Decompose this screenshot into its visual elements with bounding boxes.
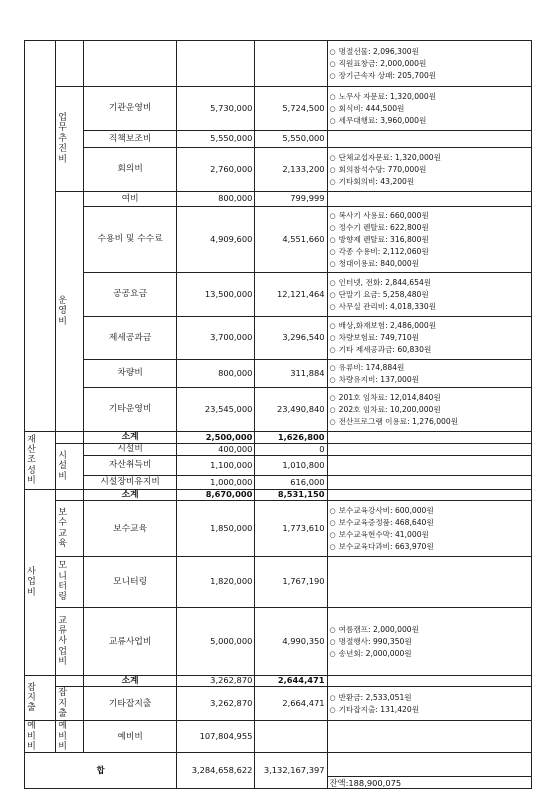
detail-list bbox=[330, 91, 529, 127]
item-name: 자산취득비 bbox=[84, 456, 177, 476]
budget-amount: 1,820,000 bbox=[177, 557, 255, 608]
detail-cell bbox=[327, 456, 531, 476]
actual-amount: 0 bbox=[255, 444, 327, 456]
detail-item: ○ 단체교섭자문료: 1,320,000원 bbox=[330, 152, 529, 164]
item-name bbox=[84, 41, 177, 87]
detail-item: ○ 인터넷, 전화: 2,844,654원 bbox=[330, 277, 529, 289]
item-name: 직책보조비 bbox=[84, 131, 177, 148]
section-label-business: 사업비 bbox=[25, 490, 56, 676]
item-name: 교류사업비 bbox=[84, 608, 177, 676]
budget-amount: 13,500,000 bbox=[177, 273, 255, 317]
table-row bbox=[25, 360, 532, 388]
balance-cell bbox=[327, 753, 531, 789]
detail-item: ○ 명절선물: 2,096,300원 bbox=[330, 46, 529, 58]
budget-amount: 800,000 bbox=[177, 360, 255, 388]
actual-amount: 1,767,190 bbox=[255, 557, 327, 608]
detail-cell bbox=[327, 490, 531, 501]
actual-amount: 4,551,660 bbox=[255, 207, 327, 273]
actual-amount: 1,010,800 bbox=[255, 456, 327, 476]
detail-item: ○ 보수교육현수막: 41,000원 bbox=[330, 529, 529, 541]
actual-amount bbox=[255, 721, 327, 753]
detail-item: ○ 전산프로그램 이용료: 1,276,000원 bbox=[330, 416, 529, 428]
detail-item: ○ 201호 임차료: 12,014,840원 bbox=[330, 392, 529, 404]
section-label-reserve: 예비비 bbox=[25, 721, 56, 753]
item-name: 기관운영비 bbox=[84, 87, 177, 131]
detail-item: ○ 반환금: 2,533,051원 bbox=[330, 692, 529, 704]
detail-item: ○ 차량보험료: 749,710원 bbox=[330, 332, 529, 344]
actual-amount: 311,884 bbox=[255, 360, 327, 388]
detail-cell bbox=[327, 273, 531, 317]
actual-amount: 1,773,610 bbox=[255, 501, 327, 557]
table-row bbox=[25, 501, 532, 557]
detail-cell bbox=[327, 317, 531, 360]
blank-cell bbox=[25, 41, 56, 432]
detail-list bbox=[330, 362, 529, 386]
detail-item: ○ 유류비: 174,884원 bbox=[330, 362, 529, 374]
table-row bbox=[25, 273, 532, 317]
budget-amount: 5,730,000 bbox=[177, 87, 255, 131]
actual-amount: 799,999 bbox=[255, 192, 327, 207]
budget-amount: 1,100,000 bbox=[177, 456, 255, 476]
budget-amount: 2,760,000 bbox=[177, 148, 255, 192]
detail-cell bbox=[327, 388, 531, 432]
balance-divider bbox=[328, 768, 531, 777]
detail-item: ○ 보수교육다과비: 663,970원 bbox=[330, 541, 529, 553]
actual-amount: 5,724,500 bbox=[255, 87, 327, 131]
detail-item: ○ 세무대행료: 3,960,000원 bbox=[330, 115, 529, 127]
actual-amount: 23,490,840 bbox=[255, 388, 327, 432]
subtotal-row bbox=[25, 490, 532, 501]
detail-list bbox=[330, 46, 529, 82]
blank-cell bbox=[56, 432, 84, 444]
detail-item: ○ 각종 수용비: 2,112,060원 bbox=[330, 246, 529, 258]
table-row bbox=[25, 317, 532, 360]
detail-item: ○ 202호 임차료: 10,200,000원 bbox=[330, 404, 529, 416]
detail-cell bbox=[327, 721, 531, 753]
section-label-running: 운영비 bbox=[56, 192, 84, 432]
detail-item: ○ 여름캠프: 2,000,000원 bbox=[330, 624, 529, 636]
item-name: 여비 bbox=[84, 192, 177, 207]
section-label-misc-sub: 잡지출 bbox=[56, 687, 84, 721]
detail-cell bbox=[327, 687, 531, 721]
detail-cell bbox=[327, 676, 531, 687]
item-name: 차량비 bbox=[84, 360, 177, 388]
detail-item: ○ 복사기 사용료: 660,000원 bbox=[330, 210, 529, 222]
table-row bbox=[25, 192, 532, 207]
section-label-reserve-sub: 예비비 bbox=[56, 721, 84, 753]
detail-cell bbox=[327, 207, 531, 273]
section-label-repair-edu: 보수교육 bbox=[56, 501, 84, 557]
detail-item: ○ 회식비: 444,500원 bbox=[330, 103, 529, 115]
table-row bbox=[25, 131, 532, 148]
item-name: 공공요금 bbox=[84, 273, 177, 317]
item-name: 모니터링 bbox=[84, 557, 177, 608]
section-label-misc: 잡지출 bbox=[25, 676, 56, 721]
subtotal-row bbox=[25, 432, 532, 444]
detail-item: ○ 단말기 요금: 5,258,480원 bbox=[330, 289, 529, 301]
budget-amount bbox=[177, 41, 255, 87]
detail-cell bbox=[327, 131, 531, 148]
detail-item: ○ 보수교육증정품: 468,640원 bbox=[330, 517, 529, 529]
item-name: 기타운영비 bbox=[84, 388, 177, 432]
table-row bbox=[25, 41, 532, 87]
actual-amount: 12,121,464 bbox=[255, 273, 327, 317]
table-row bbox=[25, 207, 532, 273]
detail-cell bbox=[327, 608, 531, 676]
total-actual: 3,132,167,397 bbox=[255, 753, 327, 789]
detail-cell bbox=[327, 557, 531, 608]
detail-item: ○ 방향제 렌탈료: 316,800원 bbox=[330, 234, 529, 246]
item-name: 시설비 bbox=[84, 444, 177, 456]
item-name: 수용비 및 수수료 bbox=[84, 207, 177, 273]
item-name: 시설장비유지비 bbox=[84, 476, 177, 490]
subtotal-budget: 3,262,870 bbox=[177, 676, 255, 687]
detail-cell bbox=[327, 444, 531, 456]
subtotal-label: 소계 bbox=[84, 490, 177, 501]
table-row bbox=[25, 456, 532, 476]
subtotal-label: 소계 bbox=[84, 432, 177, 444]
detail-list bbox=[330, 320, 529, 356]
actual-amount: 616,000 bbox=[255, 476, 327, 490]
subtotal-budget: 2,500,000 bbox=[177, 432, 255, 444]
subtotal-actual: 8,531,150 bbox=[255, 490, 327, 501]
detail-cell bbox=[327, 87, 531, 131]
budget-amount: 1,000,000 bbox=[177, 476, 255, 490]
detail-list bbox=[330, 277, 529, 313]
budget-amount: 3,700,000 bbox=[177, 317, 255, 360]
detail-list bbox=[330, 392, 529, 428]
actual-amount: 4,990,350 bbox=[255, 608, 327, 676]
budget-amount: 5,000,000 bbox=[177, 608, 255, 676]
subtotal-actual: 2,644,471 bbox=[255, 676, 327, 687]
detail-list bbox=[330, 624, 529, 660]
subtotal-budget: 8,670,000 bbox=[177, 490, 255, 501]
blank-cell bbox=[56, 676, 84, 687]
detail-cell bbox=[327, 476, 531, 490]
detail-list bbox=[330, 505, 529, 553]
item-name: 예비비 bbox=[84, 721, 177, 753]
detail-item: ○ 기타잡지출: 131,420원 bbox=[330, 704, 529, 716]
table-row bbox=[25, 444, 532, 456]
detail-item: ○ 차량유지비: 137,000원 bbox=[330, 374, 529, 386]
detail-item: ○ 기타회의비: 43,200원 bbox=[330, 176, 529, 188]
section-label-exchange: 교류사업비 bbox=[56, 608, 84, 676]
actual-amount: 2,664,471 bbox=[255, 687, 327, 721]
detail-item: ○ 보수교육강사비: 600,000원 bbox=[330, 505, 529, 517]
budget-amount: 4,909,600 bbox=[177, 207, 255, 273]
detail-item: ○ 직원표창금: 2,000,000원 bbox=[330, 58, 529, 70]
actual-amount: 5,550,000 bbox=[255, 131, 327, 148]
subtotal-label: 소계 bbox=[84, 676, 177, 687]
subtotal-row bbox=[25, 676, 532, 687]
detail-item: ○ 기타 제세공과금: 60,830원 bbox=[330, 344, 529, 356]
detail-cell bbox=[327, 432, 531, 444]
detail-cell bbox=[327, 192, 531, 207]
section-label-facility: 시설비 bbox=[56, 444, 84, 490]
detail-item: ○ 배상,화재보험: 2,486,000원 bbox=[330, 320, 529, 332]
table-row bbox=[25, 388, 532, 432]
detail-cell bbox=[327, 41, 531, 87]
total-label: 합 bbox=[25, 753, 177, 789]
detail-item: ○ 명절행사: 990,350원 bbox=[330, 636, 529, 648]
item-name: 보수교육 bbox=[84, 501, 177, 557]
budget-amount: 23,545,000 bbox=[177, 388, 255, 432]
budget-amount: 800,000 bbox=[177, 192, 255, 207]
actual-amount: 2,133,200 bbox=[255, 148, 327, 192]
detail-item: ○ 사무실 관리비: 4,018,330원 bbox=[330, 301, 529, 313]
detail-cell bbox=[327, 148, 531, 192]
detail-item: ○ 청대이용료: 840,000원 bbox=[330, 258, 529, 270]
item-name: 제세공과금 bbox=[84, 317, 177, 360]
budget-ledger-table bbox=[24, 40, 532, 789]
actual-amount bbox=[255, 41, 327, 87]
item-name: 회의비 bbox=[84, 148, 177, 192]
total-budget: 3,284,658,622 bbox=[177, 753, 255, 789]
detail-item: ○ 노무사 자문료: 1,320,000원 bbox=[330, 91, 529, 103]
table-row bbox=[25, 687, 532, 721]
budget-amount: 5,550,000 bbox=[177, 131, 255, 148]
table-row bbox=[25, 721, 532, 753]
table-row bbox=[25, 476, 532, 490]
detail-list bbox=[330, 152, 529, 188]
blank-cell bbox=[56, 490, 84, 501]
subtotal-actual: 1,626,800 bbox=[255, 432, 327, 444]
detail-list bbox=[330, 210, 529, 270]
item-name: 기타잡지출 bbox=[84, 687, 177, 721]
section-label-operating: 업무추진비 bbox=[56, 87, 84, 192]
table-row bbox=[25, 87, 532, 131]
blank-cell bbox=[56, 41, 84, 87]
section-label-monitoring: 모니터링 bbox=[56, 557, 84, 608]
total-row bbox=[25, 753, 532, 789]
budget-amount: 1,850,000 bbox=[177, 501, 255, 557]
budget-amount: 3,262,870 bbox=[177, 687, 255, 721]
detail-list bbox=[330, 692, 529, 716]
detail-item: ○ 송년회: 2,000,000원 bbox=[330, 648, 529, 660]
balance-text: 잔액:188,900,075 bbox=[329, 777, 402, 788]
detail-item: ○ 정수기 렌탈료: 622,800원 bbox=[330, 222, 529, 234]
table-row bbox=[25, 557, 532, 608]
detail-item: ○ 회의참석수당: 770,000원 bbox=[330, 164, 529, 176]
table-row bbox=[25, 148, 532, 192]
budget-amount: 400,000 bbox=[177, 444, 255, 456]
budget-amount: 107,804,955 bbox=[177, 721, 255, 753]
detail-cell bbox=[327, 360, 531, 388]
section-label-property: 재산조성비 bbox=[25, 432, 56, 490]
table-row bbox=[25, 608, 532, 676]
detail-cell bbox=[327, 501, 531, 557]
actual-amount: 3,296,540 bbox=[255, 317, 327, 360]
detail-item: ○ 장기근속자 상패: 205,700원 bbox=[330, 70, 529, 82]
